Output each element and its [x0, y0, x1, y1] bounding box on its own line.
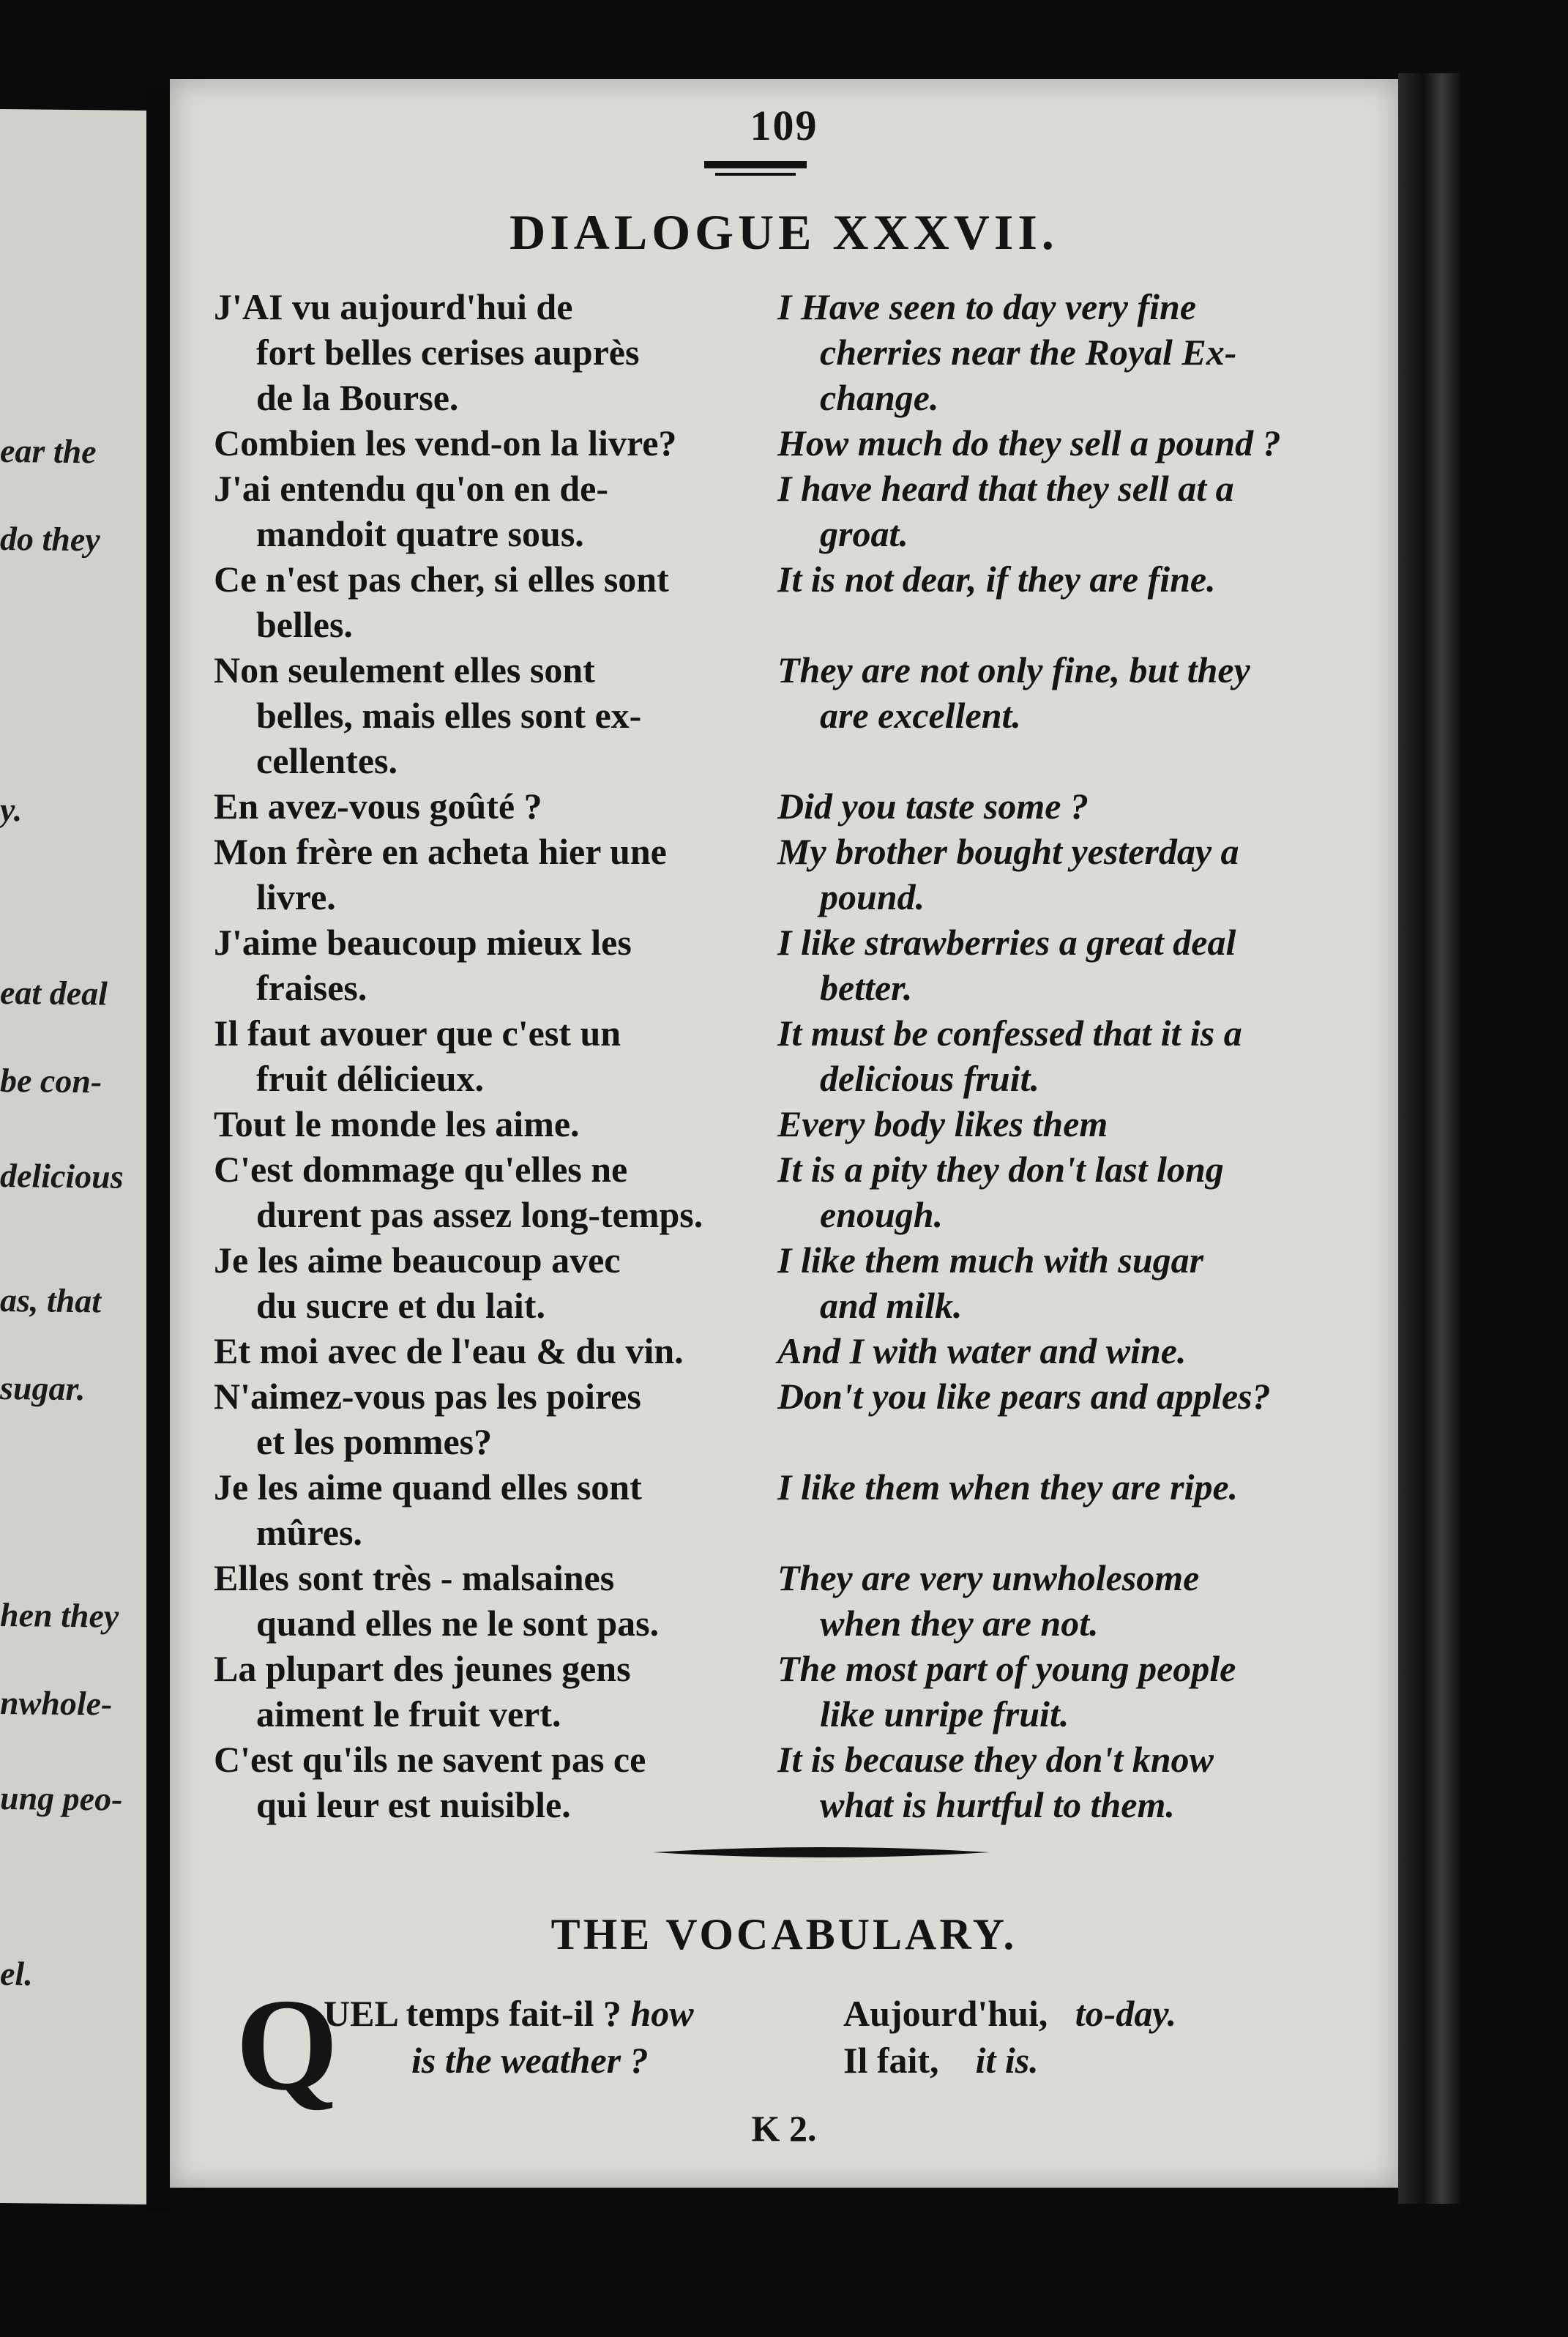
dialogue-line-text: It is a pity they don't last long [777, 1149, 1224, 1190]
dialogue-line-continuation: delicious fruit. [820, 1058, 1040, 1099]
dialogue-line [214, 420, 777, 466]
dialogue-line [214, 1101, 777, 1147]
dialogue-line-text: They are very unwholesome [777, 1557, 1200, 1598]
dialogue-line [214, 1328, 777, 1374]
dialogue-line-text: Je les aime beaucoup avec [214, 1240, 621, 1281]
facing-page-text: nwhole- [0, 1683, 113, 1723]
dialogue-line-text: It is not dear, if they are fine. [777, 559, 1216, 600]
dialogue-line-text: It is because they don't know [777, 1739, 1214, 1780]
facing-page-text: ear the [0, 431, 97, 471]
dialogue-line-continuation: fraises. [256, 967, 367, 1008]
dialogue-line [214, 466, 777, 556]
dialogue-line-continuation: mûres. [256, 1512, 362, 1553]
dialogue-line [777, 1010, 1363, 1101]
facing-page-text: delicious [0, 1156, 124, 1196]
facing-page-text: do they [0, 519, 100, 559]
facing-page-text: el. [0, 1954, 33, 1993]
vocabulary-title: THE VOCABULARY. [550, 1910, 1018, 1958]
book-gutter [146, 88, 170, 2211]
dialogue-line-continuation: are excellent. [820, 695, 1021, 736]
dialogue-line [214, 1147, 777, 1237]
dialogue-line-text: How much do they sell a pound ? [777, 422, 1281, 463]
dialogue-line-continuation: du sucre et du lait. [256, 1285, 545, 1326]
signature-mark: K 2. [751, 2108, 817, 2149]
dialogue-line-text: Je les aime quand elles sont [214, 1466, 642, 1507]
dialogue-line-text: C'est qu'ils ne savent pas ce [214, 1739, 646, 1780]
dialogue-line-text: My brother bought yesterday a [777, 831, 1239, 872]
dialogue-line [214, 1464, 777, 1555]
dialogue-line-text: La plupart des jeunes gens [214, 1648, 631, 1689]
facing-page-text: sugar. [0, 1368, 86, 1408]
page-number: 109 [750, 102, 818, 149]
facing-page-text: y. [0, 790, 23, 829]
dialogue-line [777, 783, 1363, 829]
dialogue-line-text: N'aimez-vous pas les poires [214, 1376, 641, 1417]
vocab-english: it is. [975, 2040, 1039, 2081]
dialogue-line-continuation: pound. [820, 876, 925, 917]
dialogue-line-text: They are not only fine, but they [777, 649, 1250, 690]
dialogue-line-text: I Have seen to day very fine [777, 286, 1197, 327]
dialogue-line-text: Mon frère en acheta hier une [214, 831, 667, 872]
dialogue-line-text: Non seulement elles sont [214, 649, 595, 690]
dialogue-line [777, 1374, 1363, 1419]
dialogue-line [777, 920, 1363, 1010]
dialogue-line [214, 829, 777, 920]
dialogue-line [214, 556, 777, 647]
header-rule-thin [715, 173, 796, 176]
dialogue-line [214, 284, 777, 420]
dialogue-line-continuation: durent pas assez long-temps. [256, 1194, 703, 1235]
dialogue-line [214, 1555, 777, 1646]
dialogue-line-continuation: qui leur est nuisible. [256, 1784, 571, 1825]
dialogue-line-text: I have heard that they sell at a [777, 468, 1234, 509]
dialogue-line-text: En avez-vous goûté ? [214, 786, 542, 827]
vocab-entries-right [843, 1990, 1370, 2084]
facing-page-text: ung peo- [0, 1778, 123, 1818]
dialogue-line-text: Elles sont très - malsaines [214, 1557, 615, 1598]
vocab-dropcap: Q [236, 1972, 339, 2117]
dialogue-line-continuation: enough. [820, 1194, 944, 1235]
dialogue-line-continuation: cellentes. [256, 740, 397, 781]
dialogue-line-continuation: better. [820, 967, 913, 1008]
dialogue-line [777, 1737, 1363, 1827]
dialogue-line-continuation: groat. [820, 513, 908, 554]
dialogue-line-text: And I with water and wine. [777, 1330, 1187, 1371]
dialogue-line-continuation: belles. [256, 604, 353, 645]
dialogue-line-continuation: what is hurtful to them. [820, 1784, 1175, 1825]
vocab-english: to-day. [1075, 1993, 1177, 2034]
dialogue-line-text: Et moi avec de l'eau & du vin. [214, 1330, 684, 1371]
dialogue-line-text: It must be confessed that it is a [777, 1013, 1242, 1054]
dialogue-line-continuation: livre. [256, 876, 336, 917]
dialogue-line-text: J'aime beaucoup mieux les [214, 922, 632, 963]
dialogue-line [777, 1101, 1363, 1147]
dialogue-line [777, 1237, 1363, 1328]
dialogue-line-continuation: like unripe fruit. [820, 1693, 1069, 1734]
dialogue-line [777, 466, 1363, 556]
vocab-english: is the weather ? [411, 2040, 649, 2081]
dialogue-line [214, 783, 777, 829]
dialogue-line-text: C'est dommage qu'elles ne [214, 1149, 628, 1190]
dialogue-line-continuation: belles, mais elles sont ex- [256, 695, 642, 736]
dialogue-line-continuation: change. [820, 377, 939, 418]
dialogue-line-continuation: fruit délicieux. [256, 1058, 485, 1099]
dialogue-line-text: Il faut avouer que c'est un [214, 1013, 621, 1054]
dialogue-line [777, 1147, 1363, 1237]
dialogue-line-text: I like strawberries a great deal [777, 922, 1236, 963]
dialogue-line [777, 1555, 1363, 1646]
dialogue-line-text: Tout le monde les aime. [214, 1103, 580, 1144]
dialogue-line-continuation: fort belles cerises auprès [256, 332, 640, 373]
dialogue-line [777, 284, 1363, 420]
facing-page-text: be con- [0, 1061, 102, 1100]
dialogue-line [214, 1237, 777, 1328]
dialogue-line-continuation: quand elles ne le sont pas. [256, 1603, 660, 1644]
dialogue-line-continuation: when they are not. [820, 1603, 1099, 1644]
dialogue-line-text: The most part of young people [777, 1648, 1236, 1689]
dialogue-line [777, 1646, 1363, 1737]
dialogue-line-continuation: mandoit quatre sous. [256, 513, 584, 554]
dialogue-line [777, 556, 1363, 602]
dialogue-line-text: I like them much with sugar [777, 1240, 1204, 1281]
header-rule [704, 161, 807, 168]
dialogue-line [777, 647, 1363, 738]
dialogue-line-text: Combien les vend-on la livre? [214, 422, 677, 463]
dialogue-title: DIALOGUE XXXVII. [509, 204, 1059, 260]
dialogue-line-continuation: and milk. [820, 1285, 963, 1326]
dialogue-line-text: Did you taste some ? [777, 786, 1089, 827]
dialogue-line-text: I like them when they are ripe. [777, 1466, 1239, 1507]
dialogue-line-continuation: cherries near the Royal Ex- [820, 332, 1237, 373]
dialogue-line [777, 1328, 1363, 1374]
dialogue-line [214, 647, 777, 783]
vocab-french: UEL temps fait-il ? [324, 1993, 621, 2034]
book-page [170, 79, 1398, 2188]
section-separator-ornament [653, 1844, 990, 1861]
facing-page-text: as, that [0, 1281, 102, 1320]
facing-page-text: hen they [0, 1595, 119, 1635]
dialogue-line-text: J'AI vu aujourd'hui de [214, 286, 573, 327]
dialogue-line-text: Don't you like pears and apples? [777, 1376, 1271, 1417]
dialogue-line-continuation: de la Bourse. [256, 377, 459, 418]
dialogue-line-continuation: aiment le fruit vert. [256, 1693, 561, 1734]
facing-page-text: eat deal [0, 973, 108, 1013]
facing-page-fragment [0, 109, 146, 2204]
dialogue-line-continuation: et les pommes? [256, 1421, 493, 1462]
dialogue-line [777, 829, 1363, 920]
dialogue-line [777, 1464, 1363, 1510]
dialogue-line-text: J'ai entendu qu'on en de- [214, 468, 609, 509]
vocab-english: how [630, 1993, 694, 2034]
dialogue-line [214, 1737, 777, 1827]
dialogue-line [214, 1010, 777, 1101]
dialogue-line [214, 1374, 777, 1464]
dialogue-line [777, 420, 1363, 466]
vocab-french: Il fait, [843, 2040, 939, 2081]
dialogue-line [214, 1646, 777, 1737]
book-edge [1398, 73, 1460, 2204]
dialogue-line-text: Every body likes them [777, 1103, 1108, 1144]
dialogue-line [214, 920, 777, 1010]
dialogue-line-text: Ce n'est pas cher, si elles sont [214, 559, 669, 600]
vocab-entry-weather [287, 1990, 836, 2084]
vocab-french: Aujourd'hui, [843, 1993, 1048, 2034]
